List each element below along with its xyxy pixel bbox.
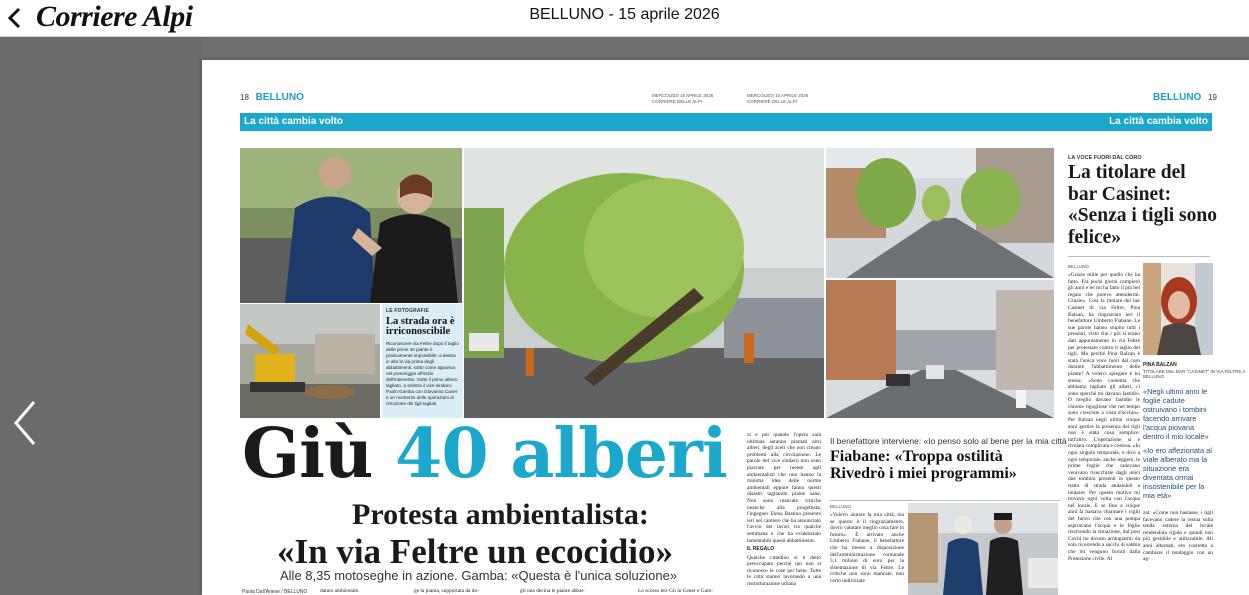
fiabane-title: Fiabane: «Troppa ostilità Rivedrò i miei programmi» bbox=[830, 448, 1017, 482]
caption-title: La strada ora è irriconoscibile bbox=[386, 316, 455, 337]
caption-text: Riconoscere via Feltre dopo il taglio delle prime 40 piante è praticamente impossibile: a destra in alto la via prima degli abbattimenti, sotto come appariva nel pomeriggio all'inizio dell'intervento. Sotto il primo albero tagliato, a sinistra il vice sindaco Paolo Gamba con Giovanna Caner e un momento delle operazioni di rimozione dei tigli tagliati. bbox=[386, 341, 459, 406]
right-section-name: BELLUNO bbox=[1153, 92, 1202, 103]
photo-credit: PINA BALZAN TITOLARE DEL BAR "CASINET" IN VIA FELTRE A BELLUNO bbox=[1143, 362, 1246, 379]
photo-street-before bbox=[826, 148, 1054, 278]
left-page-number: 18 bbox=[240, 93, 249, 102]
chevron-left-icon bbox=[10, 398, 40, 448]
photo-excavator bbox=[240, 304, 380, 418]
photo-street-after bbox=[826, 280, 1054, 418]
reader-margin bbox=[0, 38, 202, 595]
left-section-name: BELLUNO bbox=[255, 92, 304, 103]
fiabane-kicker: Il benefattore interviene: «Io penso solo al bene per la mia città bbox=[830, 436, 1067, 446]
edition-title: BELLUNO - 15 aprile 2026 bbox=[529, 6, 720, 23]
app-logo[interactable]: Corriere Alpi bbox=[36, 0, 193, 33]
column-stub: gli una decina le piante abbat- bbox=[520, 588, 585, 594]
newspaper-spread[interactable] bbox=[202, 60, 1249, 595]
bar-article-column-3: zat: «Come non bastasse, i tigli facevano cadere la resina sulla tenda esterna del locale rendendola rigida e quindi non più gestibile e utilizzabile. Ali anni alternati, ero costretta a cambiare il tendaggio con un ag- bbox=[1143, 510, 1213, 563]
right-page-number: 19 bbox=[1208, 93, 1217, 102]
reader-area bbox=[0, 38, 1249, 595]
column-stub: ge la pianta, supportata da do- bbox=[414, 588, 479, 594]
photo-pina-balzan bbox=[1143, 263, 1213, 355]
photo-caption-box bbox=[382, 304, 463, 418]
left-section-strip: La città cambia volto bbox=[240, 113, 726, 131]
caption-kicker: LE FOTOGRAFIE bbox=[386, 308, 430, 314]
main-article-column: zi e poi quando l'opera sarà ultimata saranno piantati altri alberi, degli aceri che non creano problemi alla circolazione. Le parole del vice sindaco non sono piaciute per niente agli ambientalisti che non hanno la minima idea delle norme ambientali eppure fanno questi disastri tagliando piante sane. Non sono mancate critiche neanche alla progettista, l'ingegner Elena Bastino presente ieri nel cantiere che ha annunciato l'avvio dei lavori tra qualche settimana e che ha evidenziato lamentabili questi abbattimenti. IL REGALO Qualche cittadino si è detto preoccupato perché qui non si riconosce le cose per bene. Tutte le città stanno lavorando a una ristrutturazione urbana bbox=[747, 432, 821, 588]
column-stub: Lo scorso ieri Gli in Cener e Gam- bbox=[638, 588, 713, 594]
fiabane-column: «Volevo aiutare la mia città, ma se questo è il ringraziamento, dovrò valutare meglio cosa fare in futuro». È arrivato anche Umberto Fiabane, il benefattore che ha messo a disposizione dell'amministrazione comunale 3,1 milioni di euro per la sistemazione di via Feltre. Le critiche non sono mancate, non certo indirizzate bbox=[830, 512, 904, 584]
bar-article-kicker: LA VOCE FUORI DAL CORO bbox=[1068, 155, 1142, 161]
right-dateline: MERCOLEDÌ 15 APRILE 2026 CORRIERE DELLE ALPI bbox=[747, 93, 809, 104]
right-section-strip: La città cambia volto bbox=[726, 113, 1212, 131]
photo-fiabane-gamba bbox=[908, 503, 1058, 595]
top-bar bbox=[0, 0, 1249, 37]
subtitle-line1: Protesta ambientalista: bbox=[352, 498, 649, 531]
divider bbox=[1068, 256, 1210, 257]
main-headline: Giù 40 alberi bbox=[242, 414, 727, 494]
pull-quote-1: «Negli ultimi anni le foglie cadute ostruivano i tombini facendo arrivare l'acqua piovana dentro il mio locale» bbox=[1143, 387, 1209, 441]
headline-accent: 40 alberi bbox=[395, 414, 727, 494]
article-byline: Paola Dall'Anese / BELLUNO bbox=[242, 589, 308, 595]
article-deck: Alle 8,35 motoseghe in azione. Gamba: «Questa è l'unica soluzione» bbox=[280, 568, 678, 583]
subtitle-line2: «In via Feltre un ecocidio» bbox=[277, 532, 673, 571]
divider bbox=[830, 500, 1060, 501]
left-page-header bbox=[240, 92, 304, 103]
bar-location-tag: BELLUNO bbox=[1068, 264, 1090, 269]
fiabane-location-tag: BELLUNO bbox=[830, 504, 852, 509]
previous-page-button[interactable] bbox=[10, 398, 40, 448]
photo-fallen-tree bbox=[464, 148, 824, 418]
right-page-header bbox=[1153, 92, 1217, 103]
pull-quote-2: «Io ero affezionata al viale alberato ma la situazione era diventata ormai insostenibile per la mia età» bbox=[1143, 446, 1212, 500]
column-stub: danno ambientale. bbox=[320, 588, 360, 594]
photo-people-talking bbox=[240, 148, 462, 303]
bar-article-column-1: «Grazie mille per quello che ha fatto. Fra pochi giorni compierò gli anni e lei mi ha fatto il più bel regalo che potevo attendermi. Grazie». Così la titolare del bar Casinet di via Feltre, Pina Balzan, ha ringraziato ieri il benefattore Umberto Fiabane. Le sue parole hanno stupito tutti i presenti, visto che i più si erano dati appuntamento in via Feltre per protestare contro il taglio dei tigli. Ma perché Pina Balzan è stata l'unica voce fuori dal coro durante l'abbattimento delle piante? A volerci spiegare è lei stessa: «Sono contenta che abbiamo tagliato gli alberi, ci sono sperché mi davano fastidio. O meglio davano fastidio le chiome rigogliose che nel tempo sono cresciute a vista d'occhio». Per Balzan negli ultimi cinque anni gestire la presenza dei tigli non è stata cosa semplice: tutt'altro. L'operazione si è rivelata complicata e costosa. «In ogni singolo temporale, e dico a ogni temporale, anche leggero, le prime foglie che cadevano venivano risucchiate dagli unici due tombini presenti in questo tratto di strada andandoli a intasare. Per questo motivo mi trovavo ogni volta con l'acqua nel locale. E se fino a cinque anni fa bastava chiamare i vigili del fuoco che con una pompa aspiravano l'acqua e le foglie risolvendo la situazione, dal post Covid ho dovuto arrangiarmi da sola ricorrendo a sacchi di sabbia che mi vengono forniti dalla Protezione civile. Al bbox=[1068, 272, 1140, 562]
bar-article-title: La titolare del bar Casinet: «Senza i tigli sono felice» bbox=[1068, 162, 1217, 248]
left-dateline: MERCOLEDÌ 15 APRILE 2026 CORRIERE DELLE ALPI bbox=[652, 93, 714, 104]
